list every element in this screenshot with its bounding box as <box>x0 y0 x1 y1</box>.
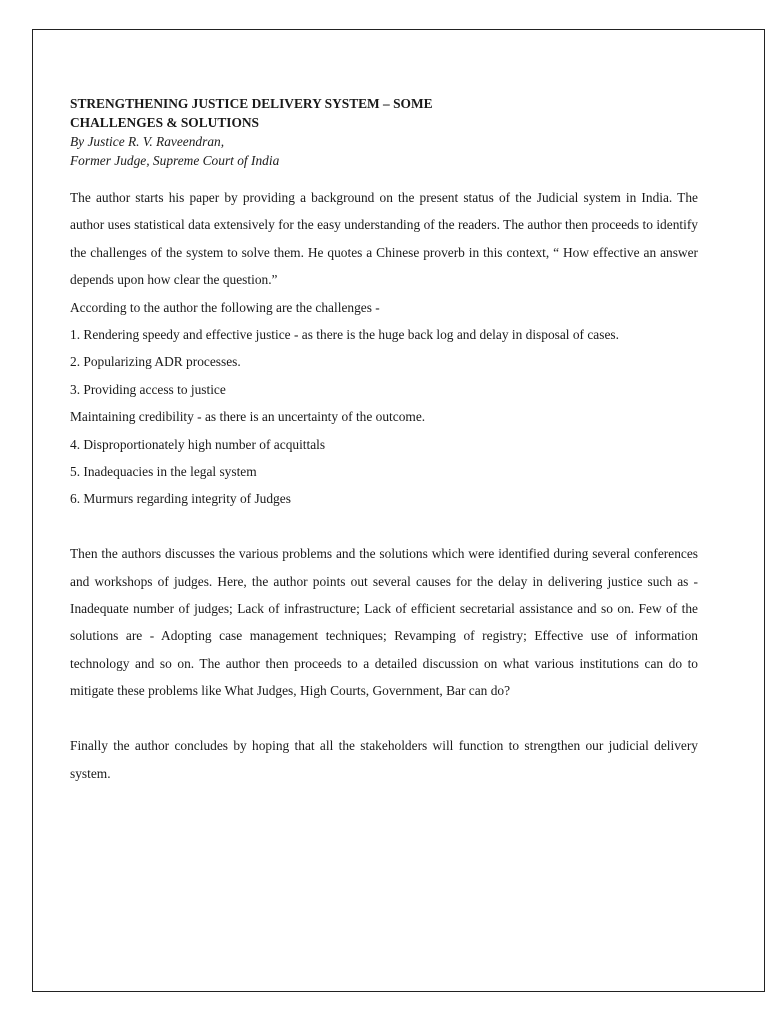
challenge-item-2: 2. Popularizing ADR processes. <box>70 354 241 370</box>
author-role: Former Judge, Supreme Court of India <box>70 153 280 168</box>
challenge-item-4: 4. Disproportionately high number of acquittals <box>70 436 326 452</box>
paragraph-gap <box>70 705 698 732</box>
document-content <box>70 94 698 787</box>
intro-paragraph: The author starts his paper by providing a background on the present status of the Judicial system in India. The author uses statistical data extensively for the easy understanding of the readers. The author then proceeds to identify the challenges of the system to solve them. He quotes a Chinese proverb in this context, “ How effective an answer depends upon how clear the question.” <box>70 190 698 288</box>
challenge-item-1: 1. Rendering speedy and effective justice - as there is the huge back log and delay in disposal of cases. <box>70 327 619 343</box>
author-name: By Justice R. V. Raveendran, <box>70 134 225 149</box>
challenge-item-5: 5. Inadequacies in the legal system <box>70 464 257 480</box>
discussion-paragraph: Then the authors discusses the various problems and the solutions which were identified during several conferences and workshops of judges. Here, the author points out several causes for the delay in delivering justice such as - Inadequate number of judges; Lack of infrastructure; Lack of efficient secretarial assistance and so on. Few of the solutions are - Adopting case management techniques; Revamping of registry; Effective use of information technology and so on. The author then proceeds to a detailed discussion on what various institutions can do to mitigate these problems like What Judges, High Courts, Government, Bar can do? <box>70 546 698 699</box>
challenge-item-6: 6. Murmurs regarding integrity of Judges <box>70 491 291 507</box>
challenge-item-credibility: Maintaining credibility - as there is an uncertainty of the outcome. <box>70 409 426 425</box>
document-title-line-1: STRENGTHENING JUSTICE DELIVERY SYSTEM – SOME <box>70 96 433 111</box>
document-title-line-2: CHALLENGES & SOLUTIONS <box>70 115 260 130</box>
challenges-lead: According to the author the following are the challenges - <box>70 299 380 315</box>
paragraph-gap <box>70 513 698 540</box>
conclusion-paragraph: Finally the author concludes by hoping that all the stakeholders will function to strengthen our judicial delivery system. <box>70 738 698 781</box>
challenge-item-3: 3. Providing access to justice <box>70 381 226 397</box>
